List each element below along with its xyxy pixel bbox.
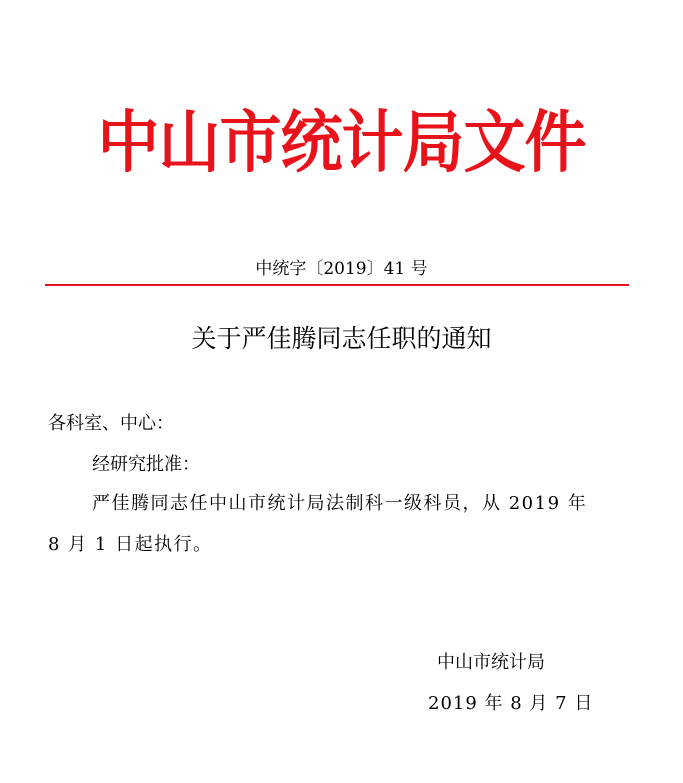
header-divider [45, 284, 629, 286]
notice-paragraph-2-continued: 8 月 1 日起执行。 [48, 534, 213, 555]
notice-paragraph-1: 经研究批准： [92, 454, 200, 475]
notice-paragraph-2: 严佳腾同志任中山市统计局法制科一级科员，从 2019 年 [92, 493, 588, 514]
document-header-title: 中山市统计局文件 [97, 103, 586, 182]
notice-salutation: 各科室、中心： [48, 413, 174, 434]
signature-organization: 中山市统计局 [437, 652, 545, 673]
signature-date: 2019 年 8 月 7 日 [428, 693, 594, 714]
notice-title: 关于严佳腾同志任职的通知 [191, 324, 492, 353]
document-number: 中统字〔2019〕41 号 [255, 259, 428, 279]
